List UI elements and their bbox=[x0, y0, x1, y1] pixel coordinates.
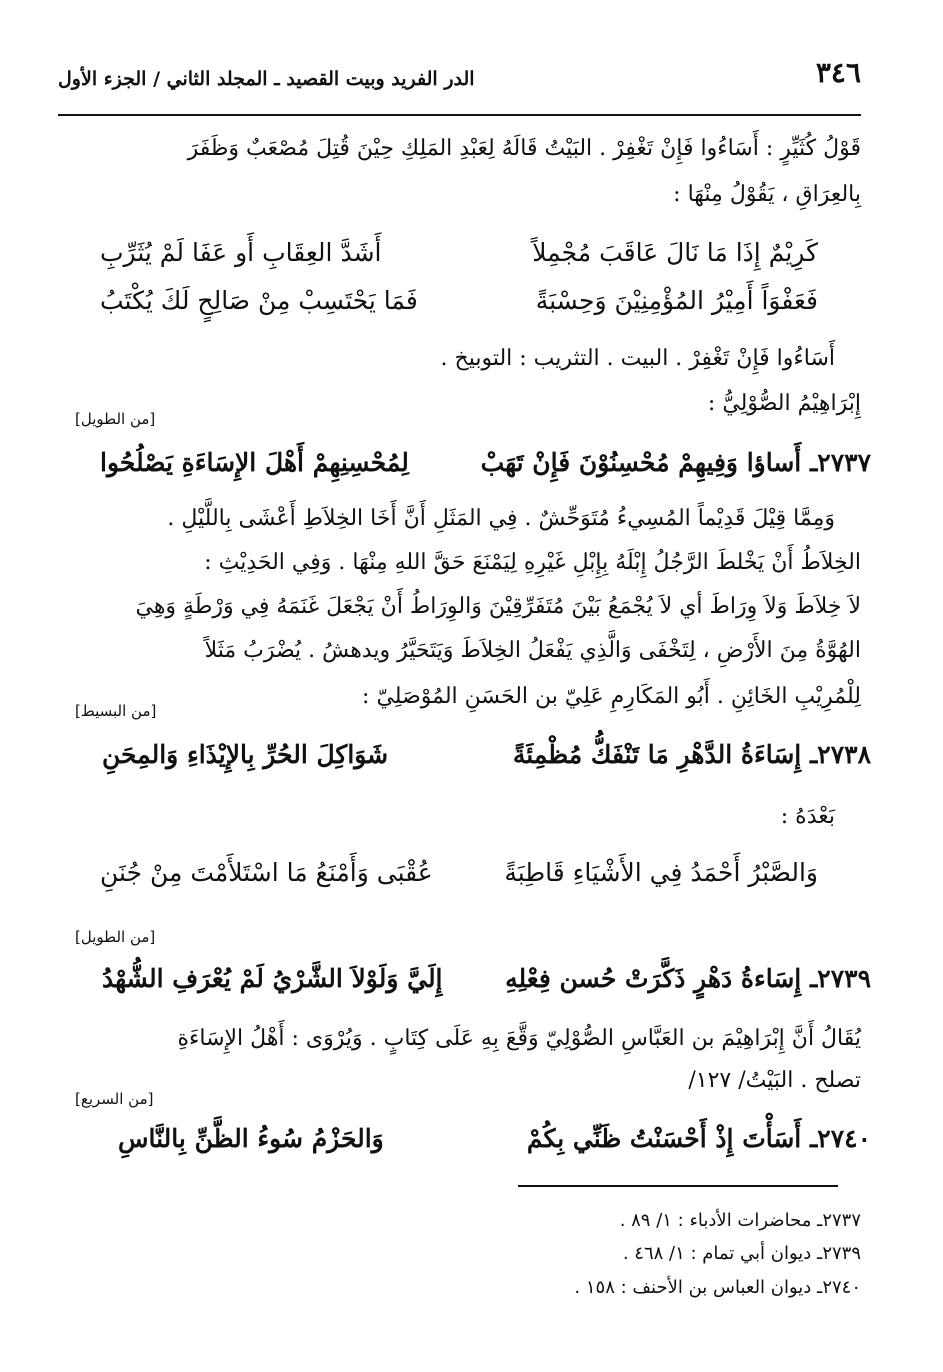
page-header bbox=[58, 52, 861, 116]
meter-label: [من السريع] bbox=[75, 1090, 154, 1108]
footnote-separator bbox=[518, 1185, 838, 1187]
prose-line: لاَ خِلاَطَ وَلاَ وِرَاطَ أي لاَ يُجْمَعُ بَيْنَ مُتَفَرِّقِيْنَ وَالوِرَاطُ أَنْ يَجْعَلَ غَنَمَهُ فِي وَرْطَةٍ وَهِيَ bbox=[135, 594, 861, 619]
running-title: الدر الفريد وبيت القصيد ـ المجلد الثاني / الجزء الأول bbox=[58, 68, 475, 90]
prose-line: تصلح . البَيْتُ/ ١٢٧/ bbox=[688, 1068, 861, 1093]
prose-line: الهُوَّةُ مِنَ الأَرْضِ ، لِتَخْفَى وَالَّذِي يَفْعَلُ الخِلاَطَ وَيَتَحَيَّرُ ويدهشُ . يُضْرَبُ مَثَلاً bbox=[204, 638, 861, 663]
numbered-verse-right: ٢٧٤٠ـ أَسَأْتَ إِذْ أَحْسَنْتُ ظَنِّي بِكُمْ bbox=[526, 1124, 871, 1153]
footnote: ٢٧٤٠ـ ديوان العباس بن الأحنف : ١٥٨ . bbox=[574, 1277, 861, 1298]
page-number: ٣٤٦ bbox=[815, 56, 861, 89]
verse-left-hemistich: فَمَا يَحْتَسِبْ مِنْ صَالِحٍ لَكَ يُكْتَبُ bbox=[100, 286, 418, 315]
meter-label: [من الطويل] bbox=[75, 928, 156, 946]
prose-line: إِبْرَاهِيْمُ الصُّوْلِيُّ : bbox=[707, 391, 861, 416]
prose-line: الخِلاَطُ أَنْ يَخْلطَ الرَّجُلُ إِبْلَهُ بِإِبْلِ غَيْرِهِ لِيَمْنَعَ حَقَّ اللهِ مِنْهَا . وَفِي الحَدِيْثِ : bbox=[204, 550, 861, 575]
verse-right-hemistich: فَعَفْوَاً أَمِيْرُ المُؤْمِنِيْنَ وَحِسْبَةً bbox=[535, 286, 818, 315]
prose-line: قَوْلُ كُثَيِّرٍ : أَسَاءُوا فَإِنْ تَغْفِرْ . البَيْتُ قَالَهُ لِعَبْدِ المَلِكِ حِيْنَ قُتِلَ مُصْعَبٌ وَظَفَرَ bbox=[187, 136, 861, 161]
prose-line: وَمِمَّا قِيْلَ قَدِيْماً المُسِيءُ مُتَوَحِّشٌ . فِي المَثَلِ أَنَّ أَخَا الخِلاَطِ أَعْشَى بِاللَّيْلِ . bbox=[167, 506, 835, 531]
meter-label: [من الطويل] bbox=[75, 410, 156, 428]
prose-line: بَعْدَهُ : bbox=[780, 804, 835, 829]
footnote: ٢٧٣٩ـ ديوان أبي تمام : ١/ ٤٦٨ . bbox=[622, 1243, 861, 1264]
prose-line: أَسَاءُوا فَإِنْ تَغْفِرْ . البيت . التثريب : التوبيخ . bbox=[440, 346, 835, 371]
numbered-verse-right: ٢٧٣٧ـ أَساؤا وَفِيهِمْ مُحْسِنُوْنَ فَإِنْ تَهَبْ bbox=[480, 448, 871, 477]
verse-left-hemistich: عُقْبَى وَأَمْنَعُ مَا اسْتَلأَمْتَ مِنْ جُنَنِ bbox=[100, 858, 433, 887]
verse-right-hemistich: وَالصَّبْرُ أَحْمَدُ فِي الأَشْيَاءِ قَاطِبَةً bbox=[504, 858, 818, 887]
prose-line: يُقَالُ أَنَّ إِبْرَاهِيْمَ بن العَبَّاسِ الصُّوْلِيّ وَقَّعَ بِهِ عَلَى كِتَابٍ . وَيُرْوَى : أَهْلُ الإِسَاءَةِ bbox=[177, 1026, 861, 1051]
verse-right-hemistich: كَرِيْمٌ إِذَا مَا نَالَ عَاقَبَ مُجْمِلاً bbox=[532, 238, 818, 267]
numbered-verse-left: وَالحَزْمُ سُوءُ الظَّنِّ بِالنَّاسِ bbox=[118, 1124, 384, 1153]
numbered-verse-left: لِمُحْسِنِهِمْ أَهْلَ الإِسَاءَةِ يَصْلُحُوا bbox=[100, 448, 409, 477]
numbered-verse-left: شَوَاكِلَ الحُرِّ بِالإِيْذَاءِ وَالمِحَنِ bbox=[102, 740, 389, 769]
meter-label: [من البسيط] bbox=[75, 702, 157, 720]
footnote: ٢٧٣٧ـ محاضرات الأدباء : ١/ ٨٩ . bbox=[619, 1210, 861, 1231]
prose-line: لِلْمُرِيْبِ الخَائِنِ . أَبُو المَكَارِمِ عَلِيّ بن الحَسَنِ المُوْصَلِيّ : bbox=[362, 684, 861, 709]
verse-left-hemistich: أَشَدَّ العِقَابِ أَو عَفَا لَمْ يُثَرِّبِ bbox=[100, 238, 382, 267]
numbered-verse-right: ٢٧٣٨ـ إِسَاءَةُ الدَّهْرِ مَا تَنْفَكُّ مُظْمِئَةً bbox=[512, 740, 871, 769]
prose-line: بِالعِرَاقِ ، يَقُوْلُ مِنْهَا : bbox=[673, 182, 861, 207]
numbered-verse-right: ٢٧٣٩ـ إِسَاءةُ دَهْرٍ ذَكَّرَتْ حُسن فِعْلِهِ bbox=[505, 964, 871, 993]
numbered-verse-left: إِلَيَّ وَلَوْلاَ الشَّرْيُ لَمْ يُعْرَفِ الشُّهْدُ bbox=[102, 964, 443, 993]
